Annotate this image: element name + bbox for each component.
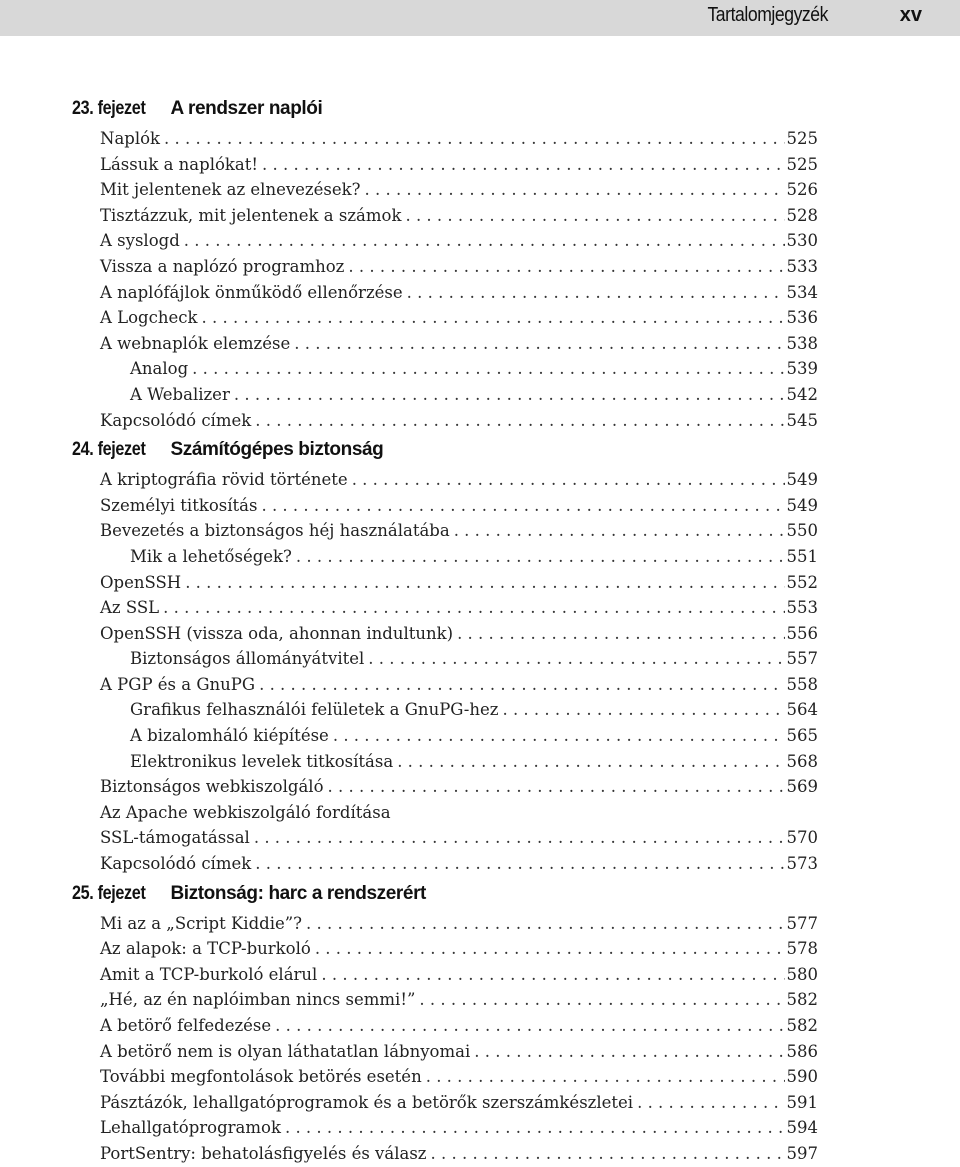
dot-leader <box>261 493 812 519</box>
toc-entry[interactable] <box>0 152 960 178</box>
dot-leader <box>296 544 812 570</box>
toc-entry-page: 586 <box>785 1039 819 1065</box>
toc-entry-label: SSL-támogatással <box>100 828 250 848</box>
toc-entry-label: A kriptográfia rövid története <box>100 470 348 490</box>
toc-entry[interactable] <box>0 1090 960 1116</box>
dot-leader <box>368 646 812 672</box>
toc-entry[interactable] <box>0 723 960 749</box>
toc-entry[interactable] <box>0 305 960 331</box>
toc-entry-label: Lássuk a naplókat! <box>100 154 259 174</box>
toc-entry-label: Kapcsolódó címek <box>100 410 252 430</box>
toc-entry-label: Mi az a „Script Kiddie”? <box>100 913 303 933</box>
toc-entry[interactable] <box>0 851 960 877</box>
dot-leader <box>164 126 812 152</box>
toc-entry[interactable] <box>0 203 960 229</box>
toc-entry-label: A Logcheck <box>100 308 198 328</box>
toc-entry-label: Elektronikus levelek titkosítása <box>130 751 394 771</box>
chapter-number <box>72 877 145 911</box>
chapter-number <box>72 433 145 467</box>
toc-entry-page: 594 <box>785 1115 819 1141</box>
toc-entry[interactable] <box>0 1115 960 1141</box>
toc-entry-page: 545 <box>785 408 819 434</box>
toc-entry-label: Analog <box>130 359 189 379</box>
dot-leader <box>255 408 812 434</box>
toc-entry-label: Naplók <box>100 129 161 148</box>
toc-entry[interactable] <box>0 1039 960 1065</box>
toc-entry-label: Biztonságos webkiszolgáló <box>100 777 324 797</box>
chapter-heading <box>0 433 960 467</box>
toc-entry[interactable] <box>0 987 960 1013</box>
toc-entry-page: 538 <box>785 331 819 357</box>
toc-entry-label: Amit a TCP-burkoló elárul <box>100 964 318 984</box>
toc-entry[interactable] <box>0 595 960 621</box>
toc-entry[interactable] <box>0 570 960 596</box>
toc-entry-label: További megfontolások betörés esetén <box>100 1067 422 1087</box>
toc-entry-label: Grafikus felhasználói felületek a GnuPG-hez <box>130 700 499 720</box>
toc-entry-label: Személyi titkosítás <box>100 495 258 515</box>
toc-entry-page: 597 <box>785 1141 819 1167</box>
toc-entry-page: 534 <box>785 280 819 306</box>
dot-leader <box>364 177 812 203</box>
toc-entry[interactable] <box>0 356 960 382</box>
chapter-number <box>72 92 145 126</box>
toc-entry[interactable] <box>0 774 960 800</box>
dot-leader <box>202 305 813 331</box>
toc-entry-page: 590 <box>785 1064 819 1090</box>
toc-entry[interactable] <box>0 800 960 826</box>
dot-leader <box>262 152 812 178</box>
chapter-word: fejezet <box>97 439 146 461</box>
toc-entry[interactable] <box>0 962 960 988</box>
toc-entry[interactable] <box>0 1141 960 1167</box>
chapter-number-value: 24. <box>72 439 94 461</box>
toc-entry[interactable] <box>0 1064 960 1090</box>
toc-entry-label: Az SSL <box>100 598 160 618</box>
table-of-contents <box>0 92 960 1167</box>
toc-entry[interactable] <box>0 672 960 698</box>
chapter-title: Biztonság: harc a rendszerért <box>170 882 426 904</box>
toc-entry-label: Pásztázók, lehallgatóprogramok és a betörők szerszámkészletei <box>100 1092 634 1112</box>
toc-entry-label: A webnaplók elemzése <box>100 333 291 353</box>
running-header <box>0 0 960 36</box>
toc-entry-label: „Hé, az én naplóimban nincs semmi!” <box>100 990 416 1010</box>
toc-entry-page: 557 <box>785 646 819 672</box>
toc-entry[interactable] <box>0 911 960 937</box>
toc-entry[interactable] <box>0 331 960 357</box>
toc-entry-label: Mit jelentenek az elnevezések? <box>100 180 361 200</box>
toc-entry-label: Vissza a naplózó programhoz <box>100 256 345 276</box>
toc-entry[interactable] <box>0 126 960 152</box>
toc-entry-label: OpenSSH <box>100 572 182 592</box>
dot-leader <box>321 962 812 988</box>
toc-entry[interactable] <box>0 408 960 434</box>
toc-entry-page: 564 <box>785 697 819 723</box>
header-page-number: xv <box>899 4 922 26</box>
dot-leader <box>185 570 812 596</box>
chapter-word: fejezet <box>97 882 146 904</box>
toc-entry[interactable] <box>0 467 960 493</box>
toc-entry-page: 525 <box>785 152 819 178</box>
dot-leader <box>419 987 812 1013</box>
toc-entry[interactable] <box>0 697 960 723</box>
toc-entry-label: Az Apache webkiszolgáló fordítása <box>100 802 391 822</box>
toc-entry-label: A Webalizer <box>130 384 230 404</box>
dot-leader <box>405 203 812 229</box>
dot-leader <box>184 228 812 254</box>
toc-entry[interactable] <box>0 518 960 544</box>
dot-leader <box>454 518 812 544</box>
chapter-number-value: 23. <box>72 98 94 119</box>
toc-entry-page: 528 <box>785 203 819 229</box>
toc-entry-page: 568 <box>785 749 819 775</box>
dot-leader <box>348 254 812 280</box>
dot-leader <box>254 825 812 851</box>
toc-entry-label: PortSentry: behatolásfigyelés és válasz <box>100 1143 427 1163</box>
toc-entry-label: Bevezetés a biztonságos héj használatába <box>100 521 450 541</box>
toc-entry[interactable] <box>0 544 960 570</box>
toc-entry-page: 549 <box>785 467 819 493</box>
toc-entry[interactable] <box>0 936 960 962</box>
toc-entry-label: Kapcsolódó címek <box>100 854 252 874</box>
dot-leader <box>192 356 812 382</box>
dot-leader <box>457 621 812 647</box>
toc-entry-page: 542 <box>785 382 819 408</box>
toc-entry-page: 591 <box>785 1090 819 1116</box>
dot-leader <box>333 723 812 749</box>
chapter-heading <box>0 877 960 911</box>
chapter-word: fejezet <box>97 98 146 119</box>
toc-entry-page: 552 <box>785 570 819 596</box>
toc-entry-label: A syslogd <box>100 231 180 251</box>
toc-entry-page: 580 <box>785 962 819 988</box>
toc-entry-page: 558 <box>785 672 819 698</box>
dot-leader <box>255 851 812 877</box>
dot-leader <box>163 595 812 621</box>
toc-entry-page: 570 <box>785 825 819 851</box>
toc-entry-page: 550 <box>785 518 819 544</box>
toc-entry-label: A betörő felfedezése <box>100 1016 272 1035</box>
header-title: Tartalomjegyzék <box>707 4 828 26</box>
dot-leader <box>352 467 812 493</box>
toc-entry-label: A bizalomháló kiépítése <box>130 726 329 746</box>
toc-entry-label: Lehallgatóprogramok <box>100 1118 281 1138</box>
toc-entry-page: 539 <box>785 356 819 382</box>
toc-entry-page: 569 <box>785 774 819 800</box>
dot-leader <box>294 331 812 357</box>
toc-entry-label: OpenSSH (vissza oda, ahonnan indultunk) <box>100 623 454 643</box>
dot-leader <box>259 672 812 698</box>
dot-leader <box>407 280 812 306</box>
toc-entry-label: A naplófájlok önműködő ellenőrzése <box>100 282 403 302</box>
toc-entry-page: 582 <box>785 1013 819 1039</box>
dot-leader <box>474 1039 812 1065</box>
chapter-title: Számítógépes biztonság <box>170 439 384 461</box>
dot-leader <box>275 1013 812 1039</box>
toc-entry[interactable] <box>0 621 960 647</box>
toc-entry-label: Biztonságos állományátvitel <box>130 649 365 669</box>
toc-entry[interactable] <box>0 646 960 672</box>
toc-entry-page: 577 <box>785 911 819 937</box>
toc-entry-page: 565 <box>785 723 819 749</box>
toc-entry[interactable] <box>0 177 960 203</box>
toc-entry-label: A betörő nem is olyan láthatatlan lábnyomai <box>100 1041 471 1061</box>
toc-entry[interactable] <box>0 1013 960 1039</box>
toc-entry[interactable] <box>0 280 960 306</box>
toc-entry-page: 549 <box>785 493 819 519</box>
toc-entry-page: 582 <box>785 987 819 1013</box>
toc-entry-label: Az alapok: a TCP-burkoló <box>100 939 311 959</box>
toc-entry-page: 551 <box>785 544 819 570</box>
toc-entry-page: 556 <box>785 621 819 647</box>
toc-entry-page: 553 <box>785 595 819 621</box>
toc-entry-label: Mik a lehetőségek? <box>130 546 292 566</box>
dot-leader <box>426 1064 812 1090</box>
toc-entry-page: 530 <box>785 228 819 254</box>
dot-leader <box>234 382 812 408</box>
dot-leader <box>285 1115 812 1141</box>
toc-entry-label: Tisztázzuk, mit jelentenek a számok <box>100 205 402 225</box>
dot-leader <box>328 774 812 800</box>
dot-leader <box>502 697 812 723</box>
toc-entry-page: 578 <box>785 936 819 962</box>
chapter-heading <box>0 92 960 126</box>
toc-entry-page: 533 <box>785 254 819 280</box>
toc-entry-page: 573 <box>785 851 819 877</box>
chapter-number-value: 25. <box>72 882 94 904</box>
toc-entry[interactable] <box>0 228 960 254</box>
dot-leader <box>430 1141 812 1167</box>
toc-entry-page: 526 <box>785 177 819 203</box>
toc-entry[interactable] <box>0 825 960 851</box>
dot-leader <box>315 936 812 962</box>
toc-entry[interactable] <box>0 382 960 408</box>
chapter-title: A rendszer naplói <box>170 98 323 119</box>
toc-entry[interactable] <box>0 493 960 519</box>
toc-entry[interactable] <box>0 254 960 280</box>
toc-entry-page: 536 <box>785 305 819 331</box>
toc-entry-page: 525 <box>785 126 819 152</box>
dot-leader <box>397 749 812 775</box>
dot-leader <box>306 911 812 937</box>
toc-entry[interactable] <box>0 749 960 775</box>
toc-entry-label: A PGP és a GnuPG <box>100 674 256 694</box>
